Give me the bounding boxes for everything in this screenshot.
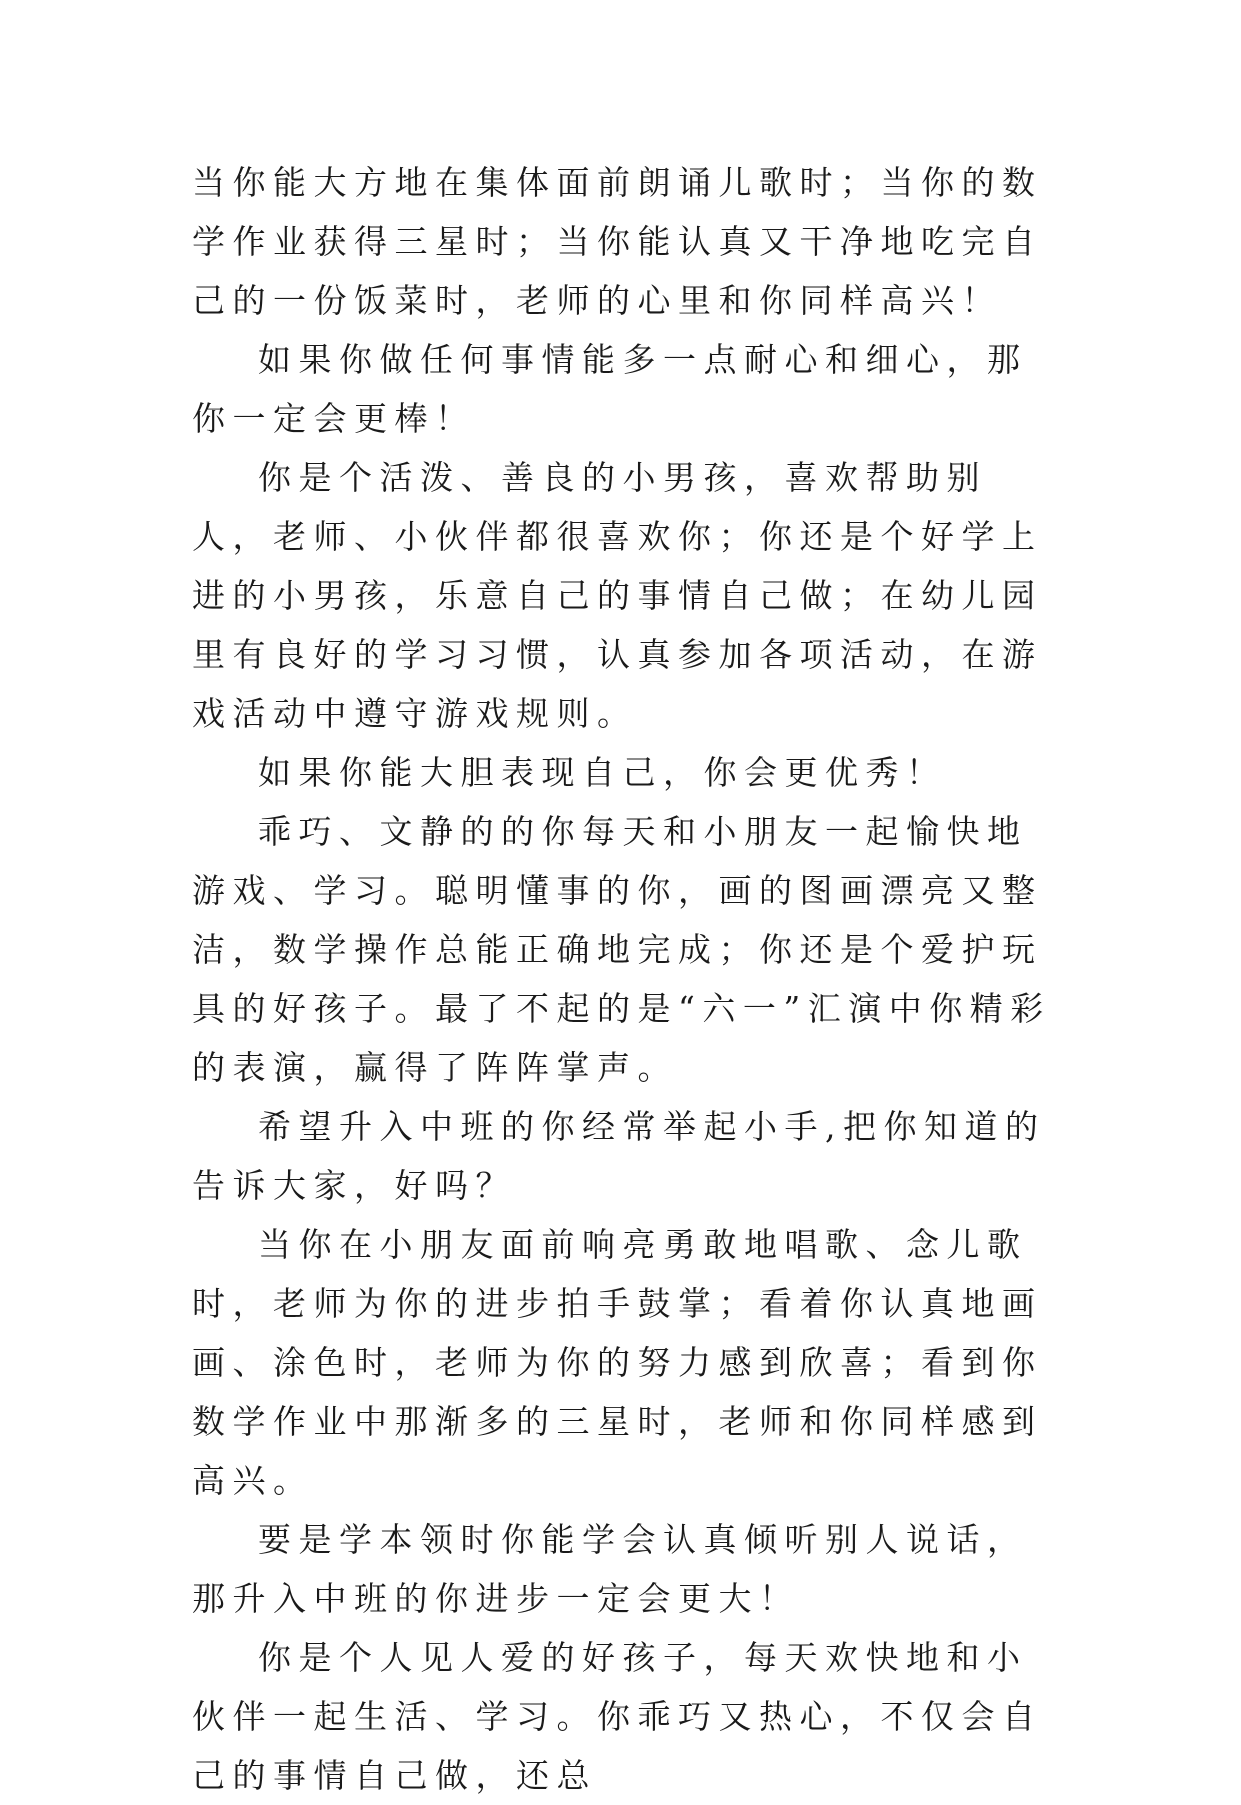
paragraph-7: 当你在小朋友面前响亮勇敢地唱歌、念儿歌时，老师为你的进步拍手鼓掌；看着你认真地画画、涂色时，老师为你的努力感到欣喜；看到你数学作业中那渐多的三星时，老师和你同样感到高兴。 xyxy=(192,1225,1043,1500)
paragraph-6: 希望升入中班的你经常举起小手,把你知道的告诉大家，好吗？ xyxy=(192,1107,1046,1205)
paragraph-4: 如果你能大胆表现自己，你会更优秀！ xyxy=(258,753,947,792)
paragraph-8: 要是学本领时你能学会认真倾听别人说话，那升入中班的你进步一定会更大！ xyxy=(192,1520,1028,1618)
paragraph-9: 你是个人见人爱的好孩子，每天欢快地和小伙伴一起生活、学习。你乖巧又热心，不仅会自己的事情自己做，还总 xyxy=(192,1638,1043,1795)
paragraph-3: 你是个活泼、善良的小男孩，喜欢帮助别人，老师、小伙伴都很喜欢你；你还是个好学上进的小男孩，乐意自己的事情自己做；在幼儿园里有良好的学习习惯，认真参加各项活动，在游戏活动中遵守游戏规则。 xyxy=(192,458,1043,733)
paragraph-2: 如果你做任何事情能多一点耐心和细心，那你一定会更棒！ xyxy=(192,340,1028,438)
paragraph-5: 乖巧、文静的的你每天和小朋友一起愉快地游戏、学习。聪明懂事的你，画的图画漂亮又整洁，数学操作总能正确地完成；你还是个爱护玩具的好孩子。最了不起的是“六一”汇演中你精彩的表演，赢得了阵阵掌声。 xyxy=(192,812,1051,1087)
paragraph-1: 当你能大方地在集体面前朗诵儿歌时；当你的数学作业获得三星时；当你能认真又干净地吃完自己的一份饭菜时，老师的心里和你同样高兴！ xyxy=(192,163,1043,320)
document-body xyxy=(192,153,1052,1805)
